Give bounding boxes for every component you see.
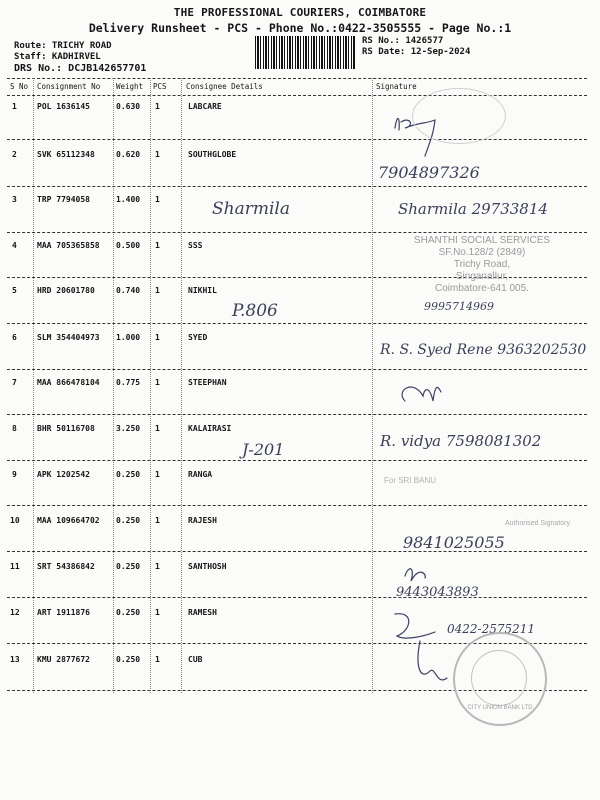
- cell-consignment: APK 1202542: [37, 470, 90, 479]
- cell-consignee: SOUTHGLOBE: [188, 150, 237, 159]
- cell-weight: 3.250: [116, 424, 141, 433]
- cell-sno: 7: [12, 378, 17, 387]
- cell-sno: 9: [12, 470, 17, 479]
- stamp-line: Trichy Road,: [453, 259, 511, 270]
- signature-marks: [375, 96, 595, 696]
- cell-sno: 4: [12, 241, 17, 250]
- company-title: THE PROFESSIONAL COURIERS, COIMBATORE: [173, 6, 427, 19]
- barcode: [255, 36, 355, 69]
- cell-sno: 3: [12, 195, 17, 204]
- cell-pcs: 1: [155, 150, 160, 159]
- hand-signature-row3: Sharmila 29733814: [398, 200, 548, 218]
- stamp-line: Coimbatore-641 005.: [435, 283, 529, 294]
- cell-consignee: RAJESH: [188, 516, 217, 525]
- th-signature: Signature: [376, 82, 417, 91]
- sribanu-stamp: For SRI BANU: [384, 476, 437, 485]
- cell-consignee: KALAIRASI: [188, 424, 232, 433]
- hand-phone-row11: 9443043893: [396, 585, 479, 600]
- seal-inner-ring: [471, 650, 527, 706]
- cell-consignee: STEEPHAN: [188, 378, 227, 387]
- cell-weight: 0.250: [116, 655, 141, 664]
- cell-pcs: 1: [155, 608, 160, 617]
- cell-sno: 2: [12, 150, 17, 159]
- cell-pcs: 1: [155, 424, 160, 433]
- round-seal: [453, 632, 547, 726]
- header-top-rule: [7, 78, 587, 79]
- stamp-line: Singanallur,: [455, 271, 509, 282]
- cell-pcs: 1: [155, 195, 160, 204]
- cell-weight: 0.250: [116, 470, 141, 479]
- hand-mark-row8: J-201: [242, 440, 285, 459]
- cell-consignee: LABCARE: [188, 102, 222, 111]
- cell-consignee: RANGA: [188, 470, 213, 479]
- col-divider: [150, 78, 151, 693]
- hand-mark-row5: P.806: [232, 301, 278, 321]
- cell-sno: 13: [10, 655, 20, 664]
- cell-consignment: SRT 54386842: [37, 562, 95, 571]
- cell-pcs: 1: [155, 516, 160, 525]
- signature-row11: [405, 569, 425, 581]
- drs-number: DRS No.: DCJB142657701: [14, 63, 147, 74]
- cell-pcs: 1: [155, 655, 160, 664]
- cell-pcs: 1: [155, 470, 160, 479]
- staff-label: Staff: KADHIRVEL: [14, 52, 101, 62]
- cell-pcs: 1: [155, 562, 160, 571]
- cell-weight: 0.630: [116, 102, 141, 111]
- cell-weight: 0.250: [116, 562, 141, 571]
- rs-date: RS Date: 12-Sep-2024: [362, 47, 471, 57]
- cell-weight: 0.250: [116, 608, 141, 617]
- cell-consignment: KMU 2877672: [37, 655, 90, 664]
- cell-weight: 0.500: [116, 241, 141, 250]
- stamp-line: SHANTHI SOCIAL SERVICES: [413, 235, 551, 246]
- cell-sno: 11: [10, 562, 20, 571]
- cell-consignment: HRD 20601780: [37, 286, 95, 295]
- cell-weight: 0.620: [116, 150, 141, 159]
- cell-pcs: 1: [155, 241, 160, 250]
- cell-weight: 0.740: [116, 286, 141, 295]
- col-divider: [181, 78, 182, 693]
- cell-pcs: 1: [155, 286, 160, 295]
- cell-consignee: RAMESH: [188, 608, 217, 617]
- signature-row13: [418, 641, 447, 680]
- cell-weight: 0.775: [116, 378, 141, 387]
- hand-phone-row10: 9841025055: [403, 533, 505, 552]
- cell-consignment: MAA 705365858: [37, 241, 100, 250]
- cell-pcs: 1: [155, 102, 160, 111]
- cell-consignment: POL 1636145: [37, 102, 90, 111]
- cell-sno: 8: [12, 424, 17, 433]
- cell-sno: 12: [10, 608, 20, 617]
- stamp-line: SF.No.128/2 (2849): [438, 247, 526, 258]
- cell-sno: 6: [12, 333, 17, 342]
- cell-consignment: MAA 866478104: [37, 378, 100, 387]
- cell-sno: 1: [12, 102, 17, 111]
- cell-consignee: CUB: [188, 655, 203, 664]
- cell-consignment: ART 1911876: [37, 608, 90, 617]
- cell-consignment: SLM 354404973: [37, 333, 100, 342]
- hand-phone-row5: 9995714969: [424, 300, 494, 313]
- hand-signature-row6: R. S. Syed Rene 9363202530: [380, 342, 587, 358]
- signature-row12: [395, 614, 435, 638]
- col-divider: [113, 78, 114, 693]
- hand-signature-row8: R. vidya 7598081302: [380, 432, 542, 450]
- authorised-signatory-stamp: Authorised Signatory: [505, 520, 570, 527]
- cell-sno: 5: [12, 286, 17, 295]
- th-consignment: Consignment No: [37, 82, 101, 91]
- th-sno: S No: [10, 82, 29, 91]
- faint-seal-row1: [412, 88, 506, 144]
- rs-number: RS No.: 1426577: [362, 36, 444, 46]
- col-divider: [33, 78, 34, 693]
- th-consignee: Consignee Details: [186, 82, 263, 91]
- cell-consignment: SVK 65112348: [37, 150, 95, 159]
- cell-pcs: 1: [155, 333, 160, 342]
- cell-consignment: TRP 7794058: [37, 195, 90, 204]
- cell-consignee: SSS: [188, 241, 203, 250]
- route-label: Route: TRICHY ROAD: [14, 41, 112, 51]
- runsheet-title: Delivery Runsheet - PCS - Phone No.:0422-3505555 - Page No.:1: [88, 21, 512, 35]
- th-weight: Weight: [116, 82, 144, 91]
- hand-phone-row2: 7904897326: [378, 163, 480, 182]
- cell-consignee: SANTHOSH: [188, 562, 227, 571]
- cell-pcs: 1: [155, 378, 160, 387]
- cell-weight: 0.250: [116, 516, 141, 525]
- cell-weight: 1.400: [116, 195, 141, 204]
- seal-text: CITY UNION BANK LTD: [467, 705, 533, 711]
- cell-consignment: BHR 50116708: [37, 424, 95, 433]
- hand-name-row3: Sharmila: [212, 199, 290, 219]
- col-divider: [372, 78, 373, 693]
- cell-consignment: MAA 109664702: [37, 516, 100, 525]
- cell-consignee: SYED: [188, 333, 208, 342]
- signature-row7: [402, 387, 441, 401]
- shanthi-stamp: [392, 235, 572, 295]
- cell-weight: 1.000: [116, 333, 141, 342]
- cell-consignee: NIKHIL: [188, 286, 217, 295]
- hand-phone-row12: 0422-2575211: [447, 622, 536, 636]
- th-pcs: PCS: [153, 82, 167, 91]
- cell-sno: 10: [10, 516, 20, 525]
